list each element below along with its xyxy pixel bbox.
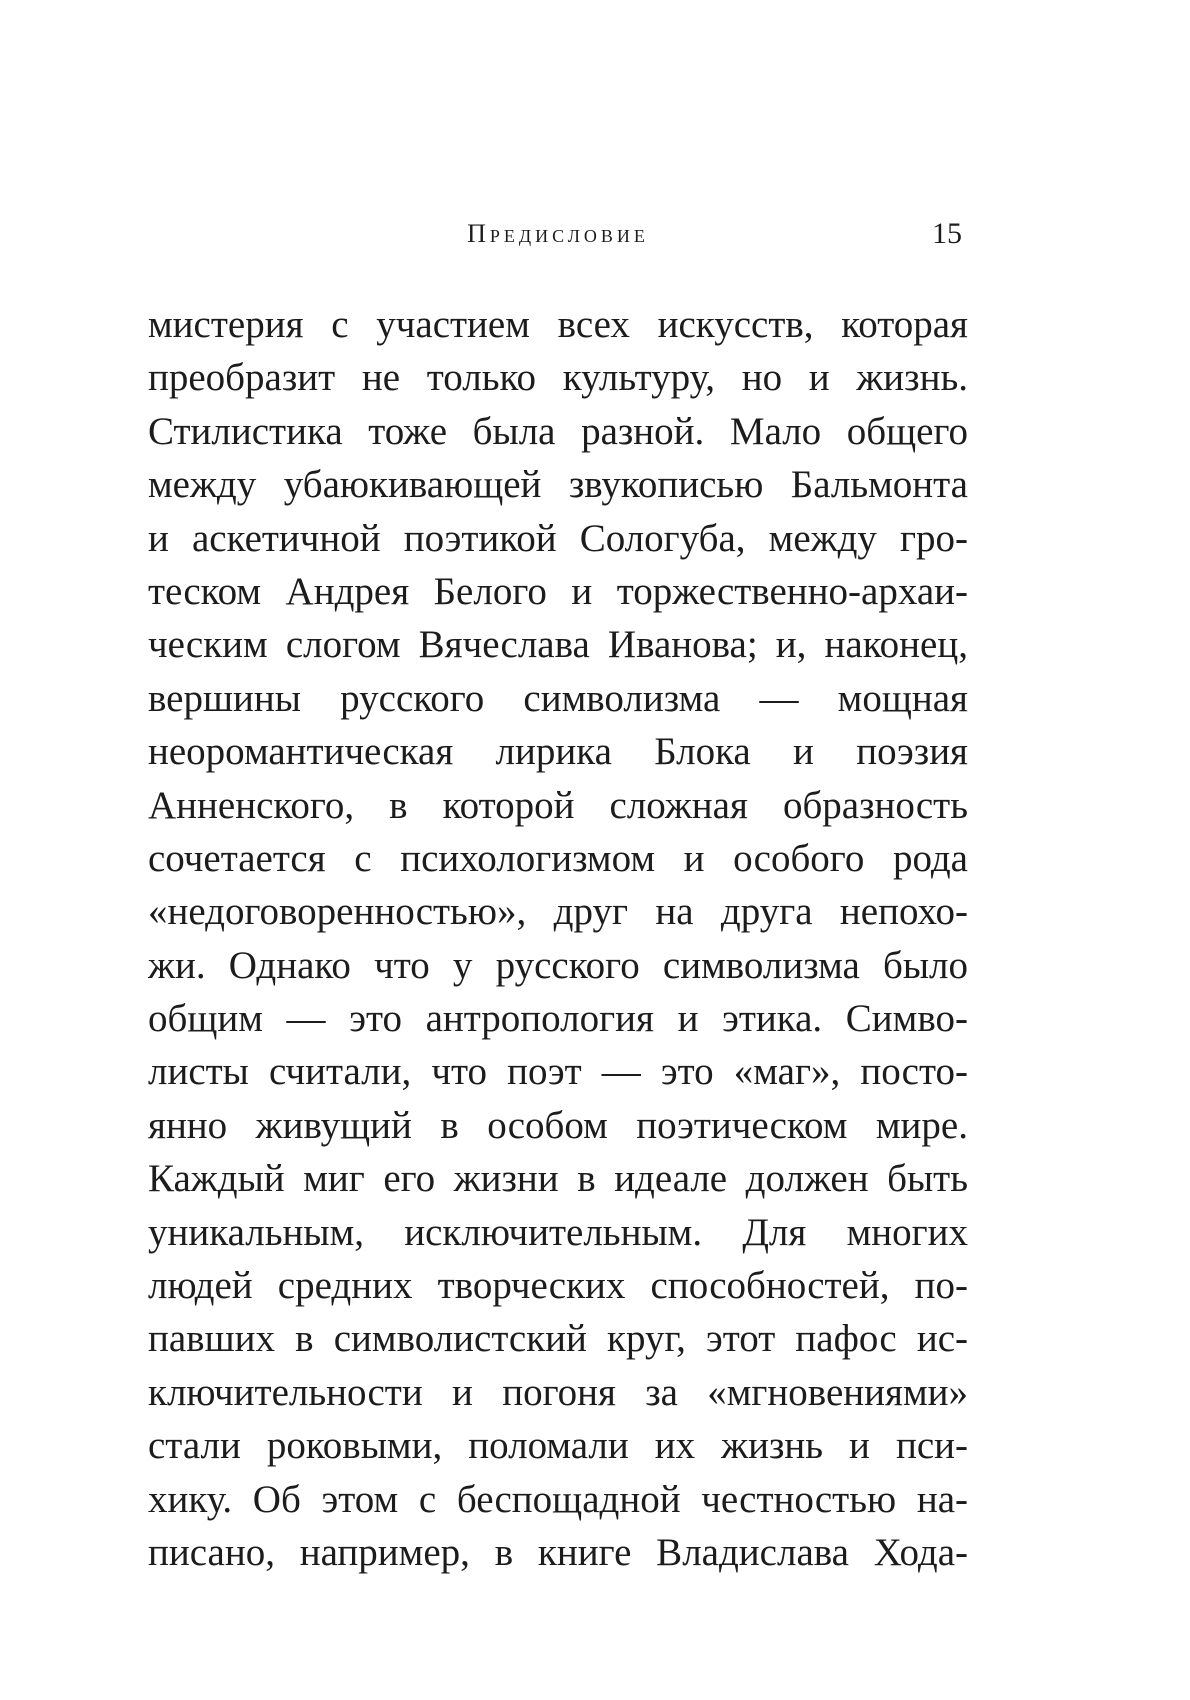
text-line: листы считали, что поэт — это «маг», посто- (148, 1050, 968, 1094)
text-line: сочетается с психологизмом и особого рода (148, 836, 968, 880)
text-line: павших в символистский круг, этот пафос ис- (148, 1317, 968, 1361)
text-line: и аскетичной поэтикой Сологуба, между гро- (148, 516, 968, 560)
text-line: уникальным, исключительным. Для многих (148, 1210, 968, 1254)
text-line: людей средних творческих способностей, по- (148, 1264, 968, 1308)
text-line: хику. Об этом с беспощадной честностью на- (148, 1477, 968, 1521)
text-line: мистерия с участием всех искусств, которая (148, 303, 968, 346)
page-number: 15 (932, 217, 962, 250)
text-line: теском Андрея Белого и торжественно-архаи- (148, 569, 968, 613)
text-line: стали роковыми, поломали их жизнь и пси- (148, 1424, 968, 1468)
running-title: Предисловие (467, 219, 649, 248)
text-line: преобразит не только культуру, но и жизнь. (148, 356, 968, 400)
running-head (148, 214, 968, 254)
text-line: жи. Однако что у русского символизма было (148, 943, 968, 987)
text-line: общим — это антропология и этика. Симво- (148, 997, 968, 1041)
text-line: ческим слогом Вячеслава Иванова; и, наконец, (148, 623, 968, 667)
body-text (148, 298, 968, 1579)
text-line: вершины русского символизма — мощная (148, 676, 968, 720)
text-line: между убаюкивающей звукописью Бальмонта (148, 463, 968, 507)
text-line: «недоговоренностью», друг на друга непохо- (148, 890, 968, 934)
text-line: писано, например, в книге Владислава Хода- (148, 1530, 968, 1574)
text-line: ключительности и погоня за «мгновениями» (148, 1370, 968, 1414)
text-line: Анненского, в которой сложная образность (148, 783, 968, 827)
text-line: Стилистика тоже была разной. Мало общего (148, 409, 968, 453)
text-line: неоромантическая лирика Блока и поэзия (148, 730, 968, 774)
text-line: Каждый миг его жизни в идеале должен быть (148, 1157, 968, 1201)
text-line: янно живущий в особом поэтическом мире. (148, 1103, 968, 1147)
